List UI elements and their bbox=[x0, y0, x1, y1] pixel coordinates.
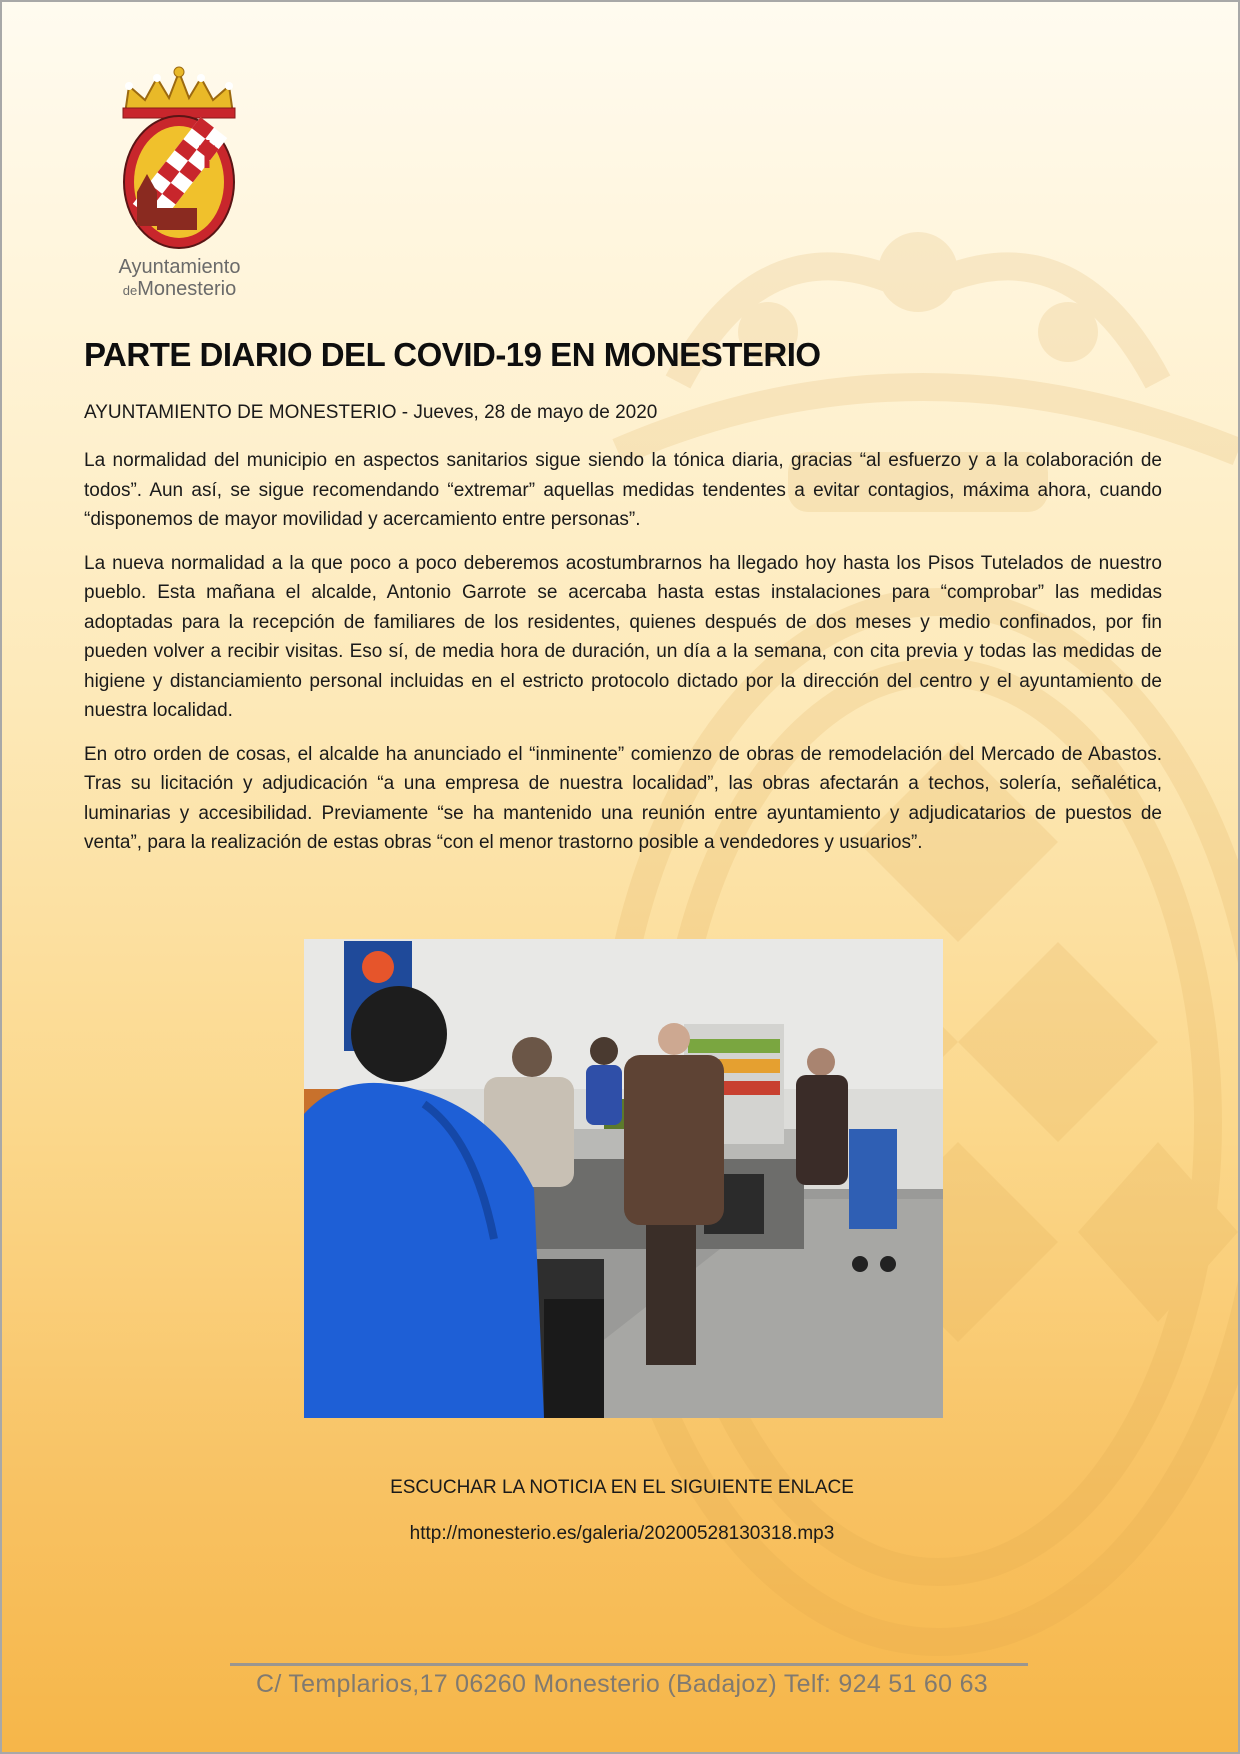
listen-label: ESCUCHAR LA NOTICIA EN EL SIGUIENTE ENLACE bbox=[390, 1477, 854, 1498]
logo-caption bbox=[107, 256, 252, 302]
paragraph: La normalidad del municipio en aspectos sanitarios sigue siendo la tónica diaria, gracias “al esfuerzo y a la colaboración de todos”. Aun así, se sigue recomendando “extremar” aquellas medidas tendentes a evitar contagios, máxima ahora, cuando “disponemos de mayor movilidad y acercamiento entre personas”. bbox=[84, 450, 1162, 530]
paragraph: La nueva normalidad a la que poco a poco deberemos acostumbrarnos ha llegado hoy hasta los Pisos Tutelados de nuestro pueblo. Esta mañana el alcalde, Antonio Garrote se acercaba hasta estas instalaciones para “comprobar” las medidas adoptadas para la recepción de familiares de los residentes, quienes después de dos meses y medio confinados, por fin pueden volver a recibir visitas. Eso sí, de media hora de duración, un día a la semana, con cita previa y todas las medidas de higiene y distanciamiento personal incluidas en el estricto protocolo dictado por la dirección del centro y el ayuntamiento de nuestra localidad. bbox=[84, 552, 1162, 721]
footer-address: C/ Templarios,17 06260 Monesterio (Badajoz) Telf: 924 51 60 63 bbox=[255, 1670, 988, 1698]
municipal-logo bbox=[107, 64, 252, 304]
logo-line1: Ayuntamiento bbox=[118, 256, 241, 278]
market-scene-image bbox=[304, 939, 943, 1418]
logo-line2: Monesterio bbox=[137, 278, 237, 300]
coat-of-arms-icon bbox=[107, 64, 252, 254]
logo-de: de bbox=[122, 283, 138, 298]
audio-link[interactable]: http://monesterio.es/galeria/20200528130318.mp3 bbox=[409, 1523, 835, 1544]
paragraph: En otro orden de cosas, el alcalde ha anunciado el “inminente” comienzo de obras de remodelación del Mercado de Abastos. Tras su licitación y adjudicación “a una empresa de nuestra localidad”, las obras afectarán a techos, solería, señalética, luminarias y accesibilidad. Previamente “se ha mantenido una reunión entre ayuntamiento y adjudicatarios de puestos de venta”, para la realización de estas obras “con el menor trastorno posible a vendedores y usuarios”. bbox=[84, 743, 1162, 853]
article-body bbox=[84, 446, 1162, 872]
page-title: PARTE DIARIO DEL COVID-19 EN MONESTERIO bbox=[84, 336, 821, 373]
market-photo bbox=[304, 939, 943, 1418]
dateline: AYUNTAMIENTO DE MONESTERIO - Jueves, 28 de mayo de 2020 bbox=[84, 402, 658, 423]
footer-divider bbox=[230, 1663, 1028, 1666]
